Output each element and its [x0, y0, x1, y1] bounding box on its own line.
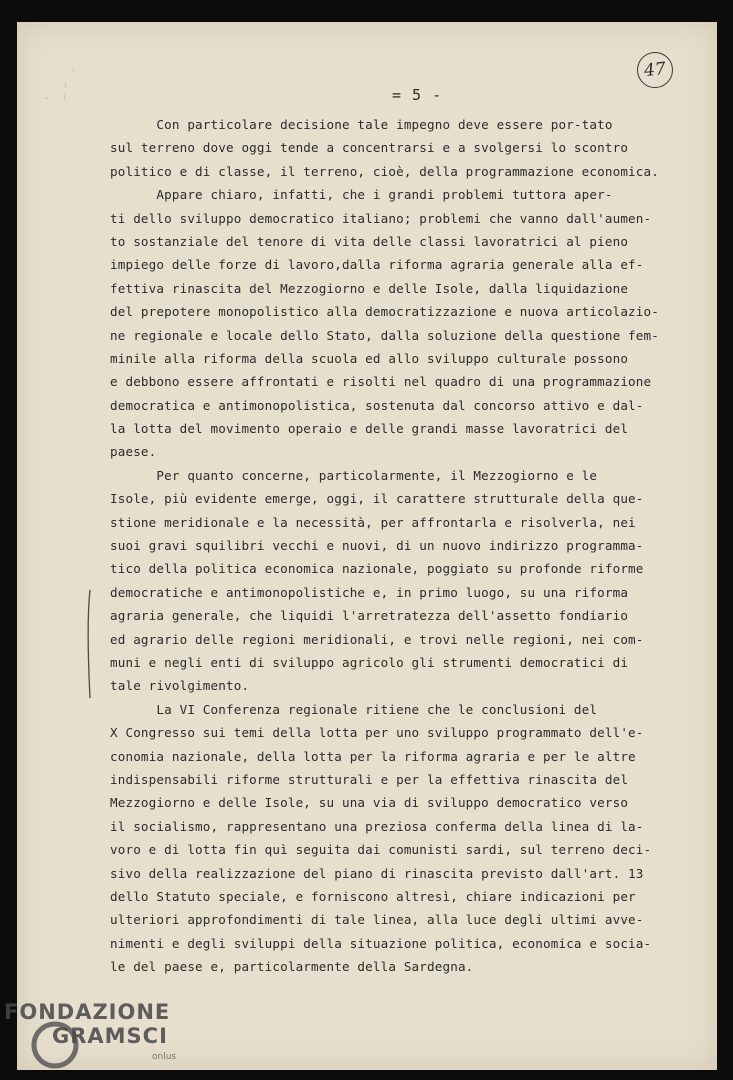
text-line: Isole, più evidente emerge, oggi, il carattere strutturale della que-	[110, 491, 644, 507]
text-line: ulteriori approfondimenti di tale linea, alla luce degli ultimi avve-	[110, 912, 644, 928]
text-line: indispensabili riforme strutturali e per la effettiva rinascita del	[110, 771, 629, 787]
paragraph	[110, 183, 700, 464]
text-line: voro e di lotta fin quì seguita dai comunisti sardi, sul terreno deci-	[110, 842, 652, 858]
text-line: Con particolare decisione tale impegno deve essere por-tato	[110, 117, 613, 132]
text-line: stione meridionale e la necessità, per affrontarla e risolverla, nei	[110, 514, 636, 530]
text-line: nimenti e degli sviluppi della situazione politica, economica e socia-	[110, 935, 652, 951]
text-line: ed agrario delle regioni meridionali, e trovi nelle regioni, nei com-	[110, 631, 644, 647]
text-line: paese.	[110, 444, 157, 460]
text-line: il socialismo, rappresentano una preziosa conferma della linea di la-	[110, 818, 644, 834]
page-number: = 5 -	[392, 86, 443, 104]
watermark-line2: GRAMSCI	[52, 1024, 168, 1048]
text-line: tico della politica economica nazionale, poggiato su profonde riforme	[110, 561, 644, 577]
text-line: fettiva rinascita del Mezzogiorno e delle Isole, dalla liquidazione	[110, 280, 629, 296]
text-line: democratiche e antimonopolistiche e, in primo luogo, su una riforma	[110, 584, 629, 600]
text-line: Mezzogiorno e delle Isole, su una via di sviluppo democratico verso	[110, 795, 629, 811]
text-line: X Congresso sui temi della lotta per uno sviluppo programmato dell'e-	[110, 725, 644, 741]
watermark-suffix: onlus	[152, 1052, 177, 1062]
body-text	[110, 113, 700, 978]
text-line: ti dello sviluppo democratico italiano; problemi che vanno dall'aumen-	[110, 210, 652, 226]
text-line: Appare chiaro, infatti, che i grandi problemi tuttora aper-	[110, 187, 613, 203]
text-line: del prepotere monopolistico alla democratizzazione e nuova articolazio-	[110, 304, 659, 320]
text-line: sivo della realizzazione del piano di rinascita previsto dall'art. 13	[110, 865, 644, 881]
margin-annotation-line	[84, 588, 94, 700]
text-line: conomia nazionale, della lotta per la riforma agraria e per le altre	[110, 748, 636, 764]
paragraph	[110, 464, 700, 698]
text-line: ne regionale e locale dello Stato, dalla soluzione della questione fem-	[110, 327, 659, 343]
text-line: dello Statuto speciale, e forniscono altresì, chiare indicazioni per	[110, 888, 636, 904]
text-line: democratica e antimonopolistica, sostenuta dal concorso attivo e dal-	[110, 397, 644, 413]
text-line: impiego delle forze di lavoro,dalla riforma agraria generale alla ef-	[110, 257, 644, 273]
text-line: agraria generale, che liquidi l'arretratezza dell'assetto fondiario	[110, 608, 629, 624]
archive-number-stamp: 47	[635, 50, 675, 90]
text-line: tale rivolgimento.	[110, 678, 250, 694]
text-line: minile alla riforma della scuola ed allo sviluppo culturale possono	[110, 350, 629, 366]
text-line: e debbono essere affrontati e risolti nel quadro di una programmazione	[110, 374, 652, 390]
text-line: to sostanziale del tenore di vita delle classi lavoratrici al pieno	[110, 233, 629, 249]
text-line: Per quanto concerne, particolarmente, il Mezzogiorno e le	[110, 467, 598, 483]
text-line: politico e di classe, il terreno, cioè, della programmazione economica.	[110, 163, 659, 179]
margin-marks	[40, 66, 80, 106]
text-line: le del paese e, particolarmente della Sardegna.	[110, 959, 474, 975]
fondazione-gramsci-watermark	[4, 998, 204, 1080]
paragraph	[110, 698, 700, 979]
text-line: la lotta del movimento operaio e delle grandi masse lavoratrici del	[110, 421, 629, 437]
text-line: La VI Conferenza regionale ritiene che le conclusioni del	[110, 701, 598, 717]
text-line: muni e negli enti di sviluppo agricolo gli strumenti democratici di	[110, 654, 629, 670]
text-line: suoi gravi squilibri vecchi e nuovi, di un nuovo indirizzo programma-	[110, 538, 644, 554]
paragraph	[110, 113, 700, 183]
watermark-line1: FONDAZIONE	[4, 1000, 171, 1024]
text-line: sul terreno dove oggi tende a concentrarsi e a svolgersi lo scontro	[110, 140, 629, 156]
